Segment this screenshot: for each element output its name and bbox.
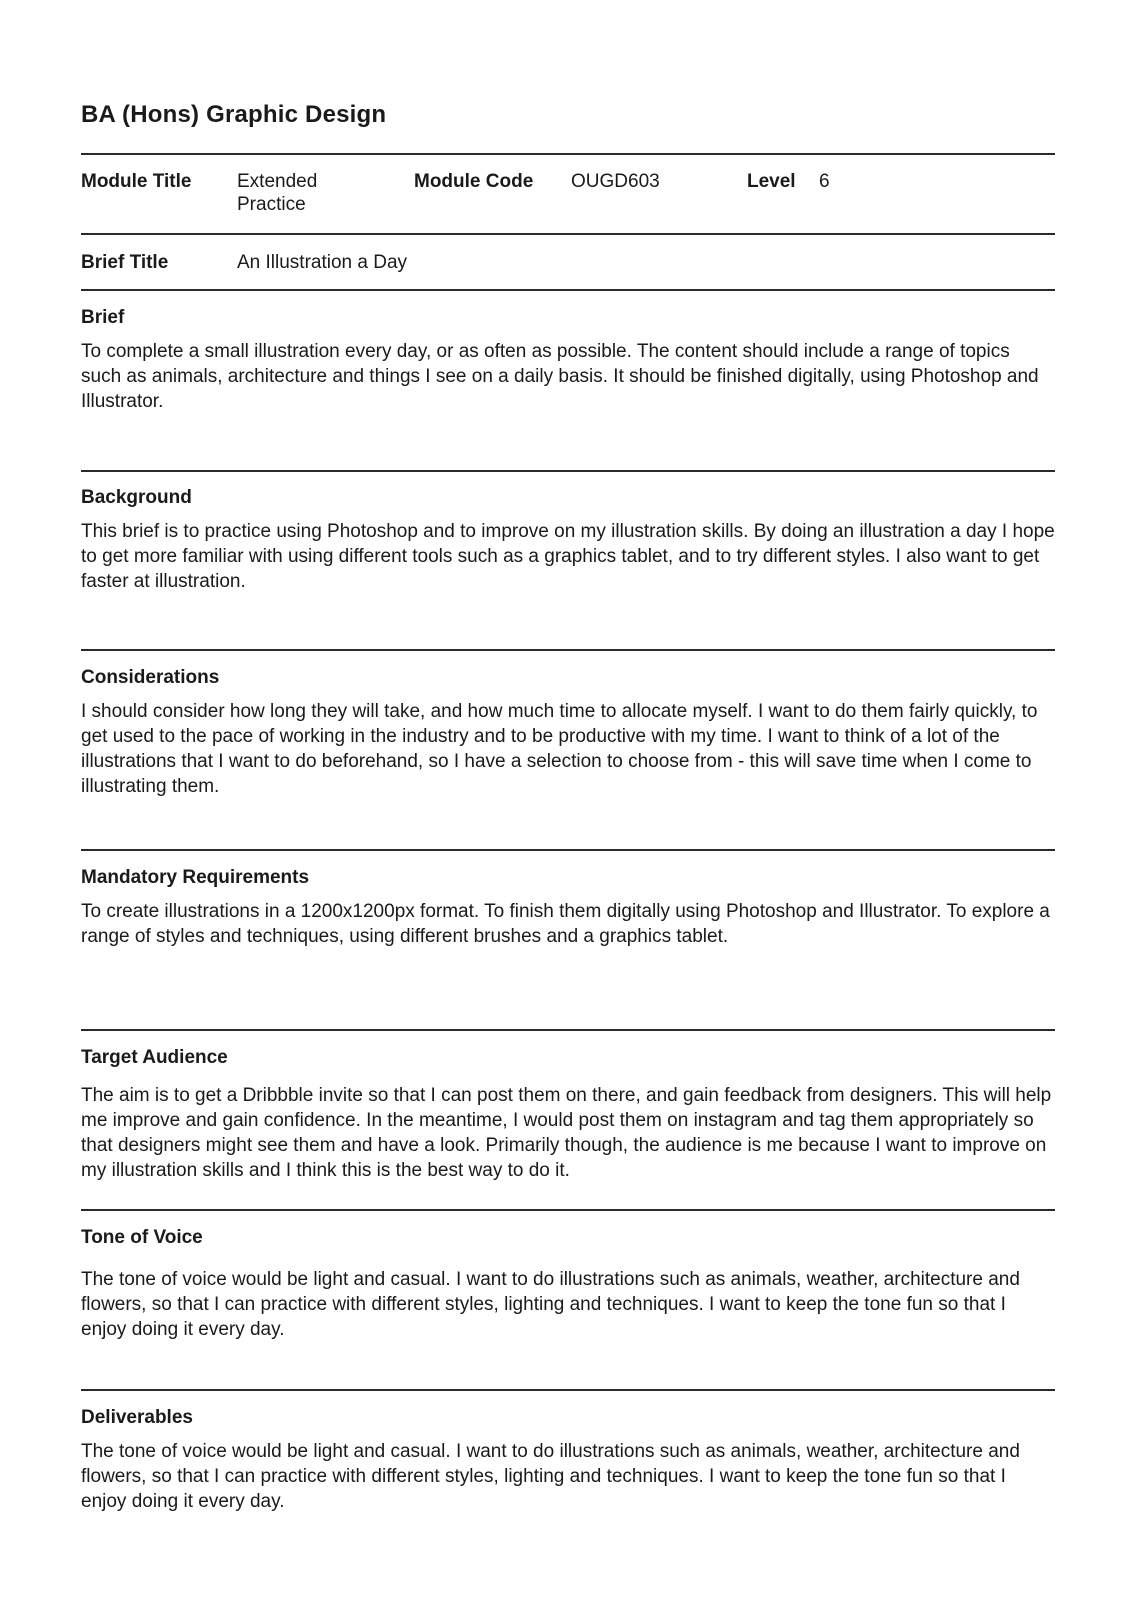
section-body: The aim is to get a Dribbble invite so that I can post them on there, and gain feedback from designers. This will help me improve and gain confidence. In the meantime, I would post them on instagram and tag them appropriately so that designers might see them and have a look. Primarily though, the audience is me because I want to improve on my illustration skills and I think this is the best way to do it.: [81, 1085, 1052, 1181]
section-background: [81, 486, 1055, 594]
module-code-label: Module Code: [414, 171, 534, 192]
brief-title-label: Brief Title: [81, 252, 169, 273]
section-considerations: [81, 666, 1055, 799]
section-mandatory-requirements: [81, 866, 1055, 949]
module-title-value-line1: Extended: [237, 171, 318, 192]
section-heading: Background: [81, 487, 192, 508]
level-value: 6: [819, 171, 830, 192]
divider: [81, 649, 1055, 651]
divider: [81, 470, 1055, 472]
brief-title-value: An Illustration a Day: [237, 252, 408, 273]
module-title-value: [237, 170, 317, 216]
divider: [81, 153, 1055, 155]
section-brief: [81, 306, 1055, 414]
section-heading: Target Audience: [81, 1047, 228, 1068]
section-body: The tone of voice would be light and casual. I want to do illustrations such as animals, weather, architecture and flowers, so that I can practice with different styles, lighting and techniques. I want to keep the tone fun so that I enjoy doing it every day.: [81, 1441, 1020, 1512]
section-target-audience: [81, 1046, 1055, 1183]
section-heading: Deliverables: [81, 1407, 193, 1428]
section-body: To create illustrations in a 1200x1200px format. To finish them digitally using Photoshop and Illustrator. To explore a range of styles and techniques, using different brushes and a graphics tablet.: [81, 901, 1050, 947]
section-tone-of-voice: [81, 1226, 1055, 1342]
divider: [81, 233, 1055, 235]
section-heading: Mandatory Requirements: [81, 867, 310, 888]
section-body: This brief is to practice using Photoshop and to improve on my illustration skills. By doing an illustration a day I hope to get more familiar with using different tools such as a graphics tablet, and to try different styles. I also want to get faster at illustration.: [81, 521, 1055, 592]
module-title-value-line2: Practice: [237, 194, 306, 215]
document-title: BA (Hons) Graphic Design: [81, 101, 387, 128]
level-label: Level: [747, 171, 796, 192]
section-body: The tone of voice would be light and casual. I want to do illustrations such as animals, weather, architecture and flowers, so that I can practice with different styles, lighting and techniques. I want to keep the tone fun so that I enjoy doing it every day.: [81, 1269, 1020, 1340]
section-heading: Brief: [81, 307, 125, 328]
section-deliverables: [81, 1406, 1055, 1514]
module-code-value: OUGD603: [571, 171, 660, 192]
divider: [81, 1209, 1055, 1211]
section-heading: Tone of Voice: [81, 1227, 203, 1248]
section-body: I should consider how long they will take, and how much time to allocate myself. I want to do them fairly quickly, to get used to the pace of working in the industry and to be productive with my time. I want to think of a lot of the illustrations that I want to do beforehand, so I have a selection to choose from - this will save time when I come to illustrating them.: [81, 701, 1038, 797]
divider: [81, 1029, 1055, 1031]
module-title-label: Module Title: [81, 171, 192, 192]
section-body: To complete a small illustration every day, or as often as possible. The content should include a range of topics such as animals, architecture and things I see on a daily basis. It should be finished digitally, using Photoshop and Illustrator.: [81, 341, 1039, 412]
divider: [81, 1389, 1055, 1391]
divider: [81, 289, 1055, 291]
section-heading: Considerations: [81, 667, 220, 688]
divider: [81, 849, 1055, 851]
